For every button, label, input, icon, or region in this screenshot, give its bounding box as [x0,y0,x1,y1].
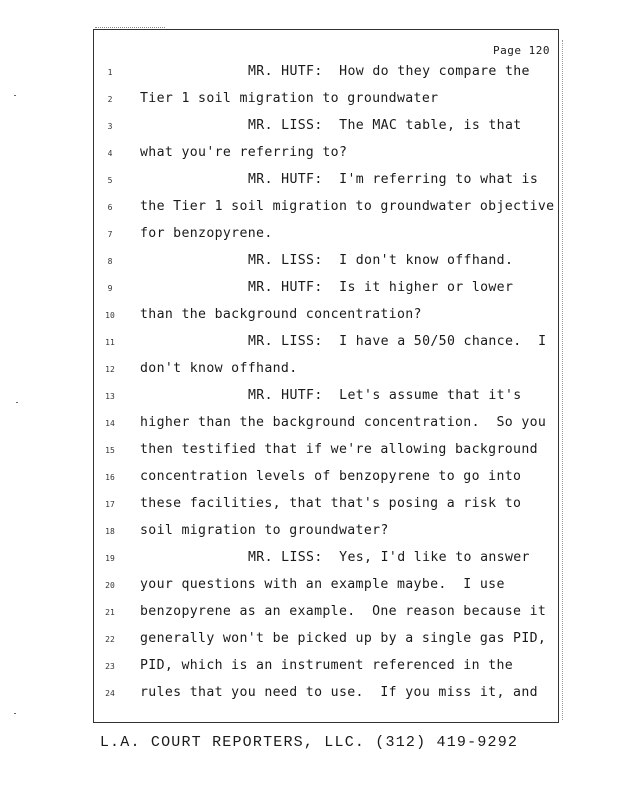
line-number: 17 [105,500,115,509]
transcript-line [0,251,618,278]
line-number: 4 [107,149,113,158]
transcript-line [0,359,618,386]
line-text: rules that you need to use. If you miss it, and [140,685,538,700]
transcript-line [0,62,618,89]
transcript-line [0,521,618,548]
transcript-line [0,305,618,332]
line-number: 1 [107,68,113,77]
line-number: 10 [105,311,115,320]
line-text: MR. HUTF: Is it higher or lower [248,280,514,295]
transcript-line [0,116,618,143]
line-text: generally won't be picked up by a single gas PID, [140,631,547,646]
transcript-line [0,413,618,440]
line-text: MR. LISS: I don't know offhand. [248,253,514,268]
line-number: 19 [105,554,115,563]
line-number: 5 [107,176,113,185]
line-number: 2 [107,95,113,104]
transcript-line [0,467,618,494]
line-text: your questions with an example maybe. I use [140,577,505,592]
line-text: don't know offhand. [140,361,298,376]
line-text: concentration levels of benzopyrene to go into [140,469,522,484]
line-text: what you're referring to? [140,145,348,160]
line-number: 6 [107,203,113,212]
scan-speck [14,95,16,96]
line-text: PID, which is an instrument referenced in the [140,658,514,673]
line-number: 22 [105,635,115,644]
line-text: benzopyrene as an example. One reason because it [140,604,547,619]
transcript-line [0,629,618,656]
line-text: MR. HUTF: How do they compare the [248,64,530,79]
transcript-line [0,602,618,629]
transcript-line [0,656,618,683]
line-number: 13 [105,392,115,401]
line-text: then testified that if we're allowing background [140,442,538,457]
line-number: 14 [105,419,115,428]
line-number: 20 [105,581,115,590]
line-text: MR. HUTF: I'm referring to what is [248,172,539,187]
line-number: 9 [107,284,113,293]
line-text: for benzopyrene. [140,226,273,241]
line-number: 8 [107,257,113,266]
line-text: these facilities, that that's posing a risk to [140,496,522,511]
line-number: 23 [105,662,115,671]
scan-speck [16,402,18,403]
line-number: 11 [105,338,115,347]
transcript-line [0,440,618,467]
transcript-line [0,224,618,251]
line-number: 12 [105,365,115,374]
line-number: 18 [105,527,115,536]
transcript-line [0,170,618,197]
line-text: higher than the background concentration. So you [140,415,547,430]
transcript-line [0,332,618,359]
line-text: than the background concentration? [140,307,422,322]
line-number: 15 [105,446,115,455]
transcript-line [0,89,618,116]
transcript-line [0,143,618,170]
line-number: 24 [105,689,115,698]
transcript-line [0,494,618,521]
line-number: 16 [105,473,115,482]
page-number: Page 120 [493,44,550,57]
transcript-line [0,548,618,575]
footer-reporter: L.A. COURT REPORTERS, LLC. (312) 419-9292 [99,734,519,751]
line-number: 21 [105,608,115,617]
transcript-line [0,197,618,224]
line-text: MR. LISS: The MAC table, is that [248,118,522,133]
line-number: 7 [107,230,113,239]
transcript-line [0,278,618,305]
line-number: 3 [107,122,113,131]
scan-speck [14,713,16,714]
transcript-line [0,683,618,710]
transcript-line [0,386,618,413]
line-text: MR. LISS: I have a 50/50 chance. I [248,334,547,349]
transcript-line [0,575,618,602]
line-text: MR. HUTF: Let's assume that it's [248,388,522,403]
line-text: the Tier 1 soil migration to groundwater objective [140,199,555,214]
line-text: MR. LISS: Yes, I'd like to answer [248,550,530,565]
line-text: Tier 1 soil migration to groundwater [140,91,439,106]
line-text: soil migration to groundwater? [140,523,389,538]
